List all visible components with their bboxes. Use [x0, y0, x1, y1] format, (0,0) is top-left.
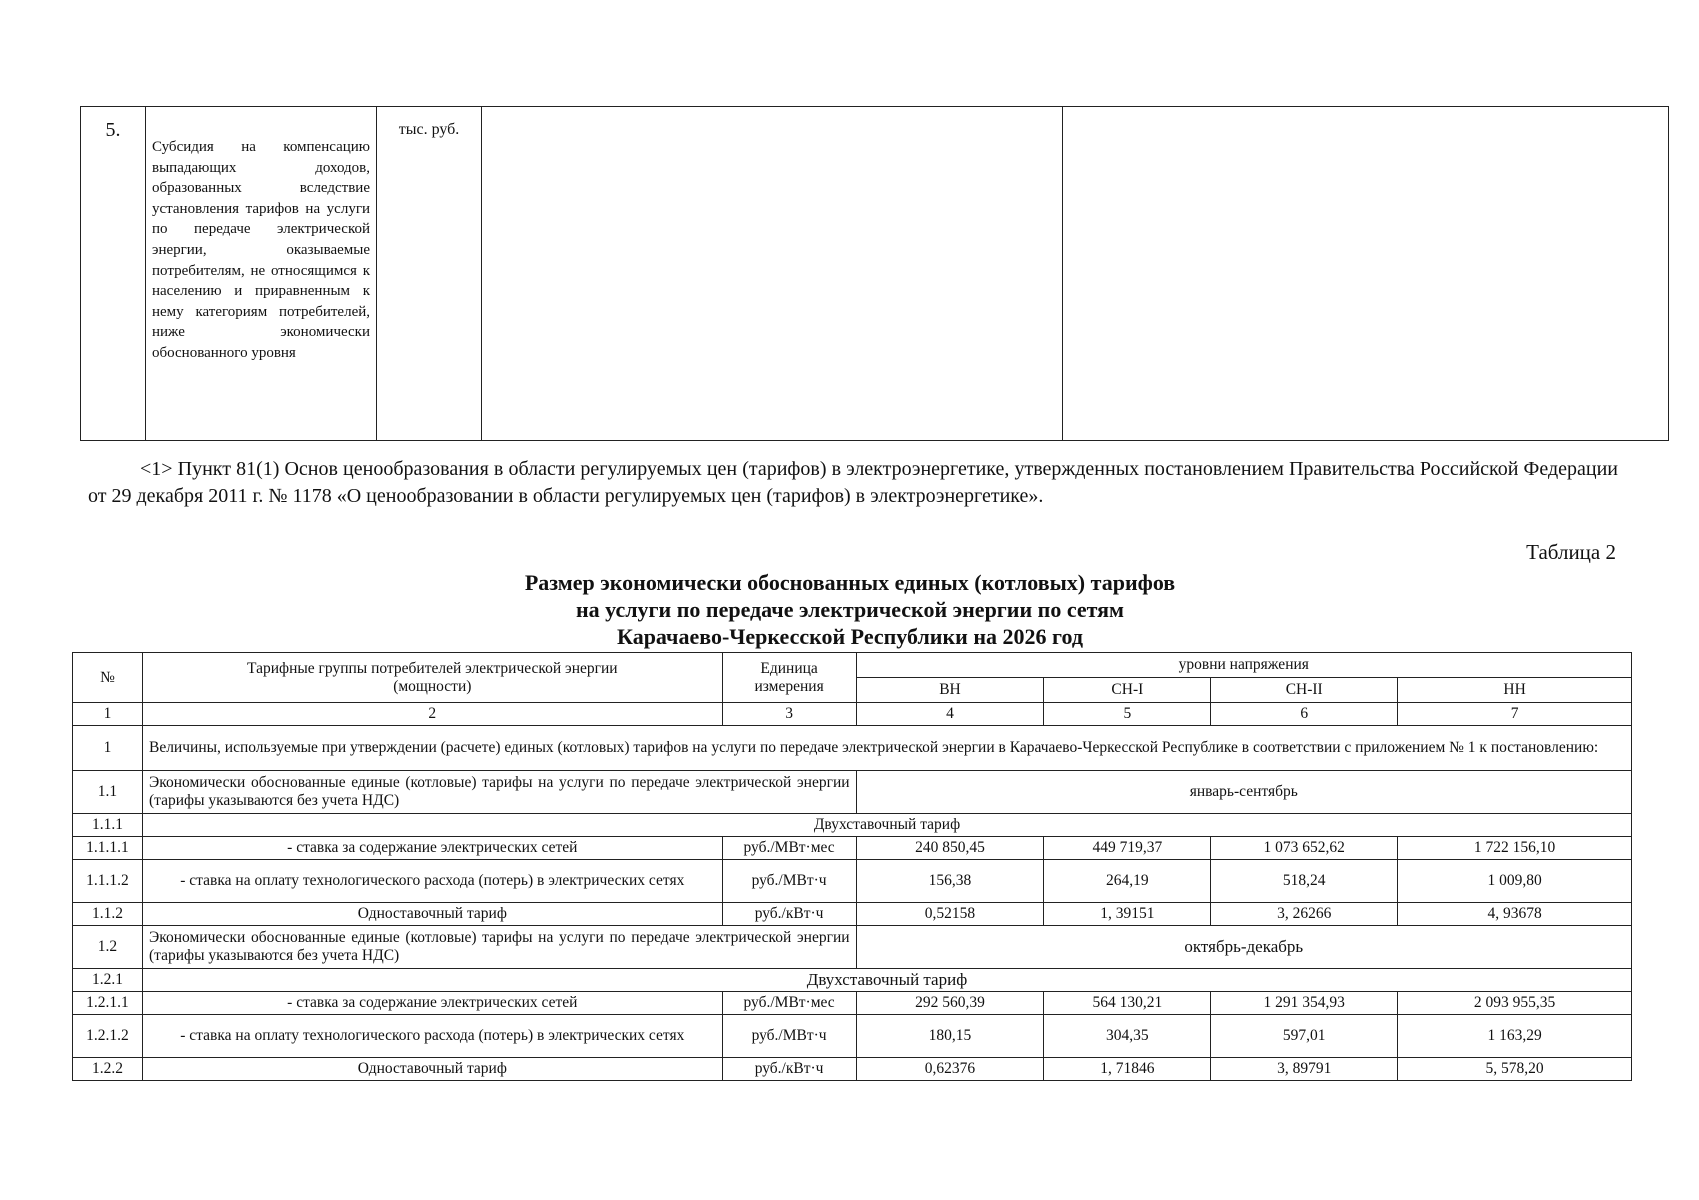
row-text: Экономически обоснованные единые (котловые) тарифы на услуги по передаче электрической энергии (тарифы указываются без учета НДС): [142, 771, 856, 814]
item-value-cell: [482, 107, 1063, 441]
value-sn1: 449 719,37: [1044, 837, 1211, 860]
title-line: Размер экономически обоснованных единых (котловых) тарифов: [524, 570, 1176, 595]
value-sn2: 597,01: [1211, 1015, 1398, 1058]
subsidy-table: [80, 106, 1669, 441]
table-row: [73, 903, 1632, 926]
period-label: январь-сентябрь: [856, 771, 1631, 814]
row-number: 1.1.1.1: [73, 837, 143, 860]
column-number: 2: [142, 703, 722, 726]
value-nn: 2 093 955,35: [1398, 992, 1632, 1015]
column-number: 5: [1044, 703, 1211, 726]
row-number: 1.1.2: [73, 903, 143, 926]
row-unit: руб./МВт·мес: [722, 837, 856, 860]
row-unit: руб./кВт·ч: [722, 1058, 856, 1081]
row-number: 1.1: [73, 771, 143, 814]
header-num: №: [73, 653, 143, 703]
value-sn1: 264,19: [1044, 860, 1211, 903]
header-voltage-levels: уровни напряжения: [856, 653, 1631, 678]
title-line: Карачаево-Черкесской Республики на 2026 год: [617, 624, 1083, 649]
value-vn: 0,62376: [856, 1058, 1044, 1081]
value-sn2: 3, 26266: [1211, 903, 1398, 926]
value-nn: 1 163,29: [1398, 1015, 1632, 1058]
table-row: [73, 814, 1632, 837]
table-row: [73, 837, 1632, 860]
table-row: [73, 992, 1632, 1015]
header-vn: ВН: [856, 678, 1044, 703]
row-text: Двухставочный тариф: [142, 969, 1631, 992]
item-unit: тыс. руб.: [377, 107, 482, 441]
row-unit: руб./кВт·ч: [722, 903, 856, 926]
title-line: на услуги по передаче электрической энергии по сетям: [575, 597, 1125, 622]
row-text: - ставка на оплату технологического расхода (потерь) в электрических сетях: [142, 1015, 722, 1058]
table-label: Таблица 2: [1526, 540, 1616, 564]
item-description: Субсидия на компенсацию выпадающих доходов, образованных вследствие установления тарифов на услуги по передаче электрической энергии, оказываемые потребителям, не относящимся к населению и приравненным к нему категориям потребителей, ниже экономически обоснованного уровня: [146, 107, 377, 441]
table-row: [73, 1058, 1632, 1081]
value-vn: 240 850,45: [856, 837, 1044, 860]
item-number: 5.: [81, 107, 146, 441]
value-sn2: 1 073 652,62: [1211, 837, 1398, 860]
table-row: [73, 1015, 1632, 1058]
column-number: 7: [1398, 703, 1632, 726]
row-text: Одноставочный тариф: [142, 903, 722, 926]
value-vn: 292 560,39: [856, 992, 1044, 1015]
row-number: 1: [73, 726, 143, 771]
row-text: Одноставочный тариф: [142, 1058, 722, 1081]
column-number: 1: [73, 703, 143, 726]
value-sn2: 3, 89791: [1211, 1058, 1398, 1081]
value-nn: 4, 93678: [1398, 903, 1632, 926]
table-row: [73, 771, 1632, 814]
row-number: 1.2: [73, 926, 143, 969]
row-text: - ставка за содержание электрических сетей: [142, 992, 722, 1015]
value-sn1: 304,35: [1044, 1015, 1211, 1058]
column-number: 4: [856, 703, 1044, 726]
table-row: [73, 969, 1632, 992]
footnote: <1> Пункт 81(1) Основ ценообразования в области регулируемых цен (тарифов) в электроэнергетике, утвержденных постановлением Правительства Российской Федерации от 29 декабря 2011 г. № 1178 «О ценообразовании в области регулируемых цен (тарифов) в электроэнергетике».: [88, 458, 1618, 507]
period-label: октябрь-декабрь: [856, 926, 1631, 969]
row-text: - ставка за содержание электрических сетей: [142, 837, 722, 860]
row-text: Двухставочный тариф: [142, 814, 1631, 837]
tariff-table: [72, 652, 1632, 1081]
item-value-cell: [1063, 107, 1669, 441]
row-unit: руб./МВт·ч: [722, 1015, 856, 1058]
row-text: Величины, используемые при утверждении (расчете) единых (котловых) тарифов на услуги по передаче электрической энергии в Карачаево-Черкесской Республике в соответствии с приложением № 1 к постановлению:: [142, 726, 1631, 771]
header-unit: Единица измерения: [722, 653, 856, 703]
value-vn: 156,38: [856, 860, 1044, 903]
row-number: 1.2.2: [73, 1058, 143, 1081]
row-number: 1.1.1: [73, 814, 143, 837]
column-number: 6: [1211, 703, 1398, 726]
header-nn: НН: [1398, 678, 1632, 703]
value-nn: 1 009,80: [1398, 860, 1632, 903]
row-number: 1.2.1: [73, 969, 143, 992]
column-number: 3: [722, 703, 856, 726]
header-sn1: СН-I: [1044, 678, 1211, 703]
page-title: [300, 569, 1400, 650]
value-sn1: 1, 71846: [1044, 1058, 1211, 1081]
row-number: 1.2.1.1: [73, 992, 143, 1015]
row-unit: руб./МВт·мес: [722, 992, 856, 1015]
value-sn2: 1 291 354,93: [1211, 992, 1398, 1015]
value-nn: 1 722 156,10: [1398, 837, 1632, 860]
header-groups: Тарифные группы потребителей электрической энергии (мощности): [142, 653, 722, 703]
row-text: Экономически обоснованные единые (котловые) тарифы на услуги по передаче электрической энергии (тарифы указываются без учета НДС): [142, 926, 856, 969]
header-sn2: СН-II: [1211, 678, 1398, 703]
value-vn: 0,52158: [856, 903, 1044, 926]
row-unit: руб./МВт·ч: [722, 860, 856, 903]
row-text: - ставка на оплату технологического расхода (потерь) в электрических сетях: [142, 860, 722, 903]
row-number: 1.2.1.2: [73, 1015, 143, 1058]
table-row: [73, 726, 1632, 771]
value-vn: 180,15: [856, 1015, 1044, 1058]
value-sn1: 1, 39151: [1044, 903, 1211, 926]
table-row: [73, 860, 1632, 903]
value-sn2: 518,24: [1211, 860, 1398, 903]
row-number: 1.1.1.2: [73, 860, 143, 903]
value-sn1: 564 130,21: [1044, 992, 1211, 1015]
value-nn: 5, 578,20: [1398, 1058, 1632, 1081]
table-row: [73, 926, 1632, 969]
